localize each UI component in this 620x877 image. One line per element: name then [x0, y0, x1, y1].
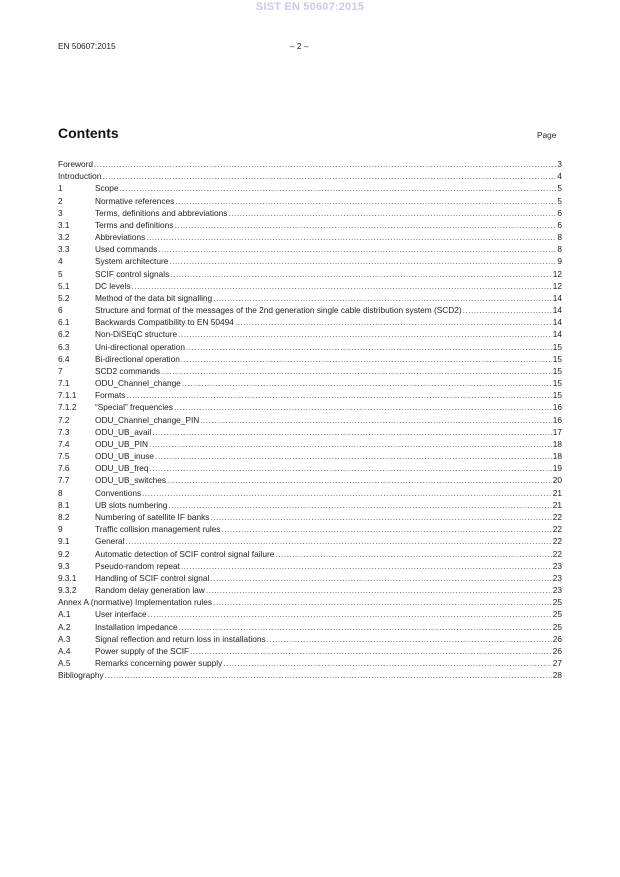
toc-entry[interactable] [58, 584, 562, 596]
toc-entry[interactable] [58, 438, 562, 450]
toc-entry-title: User interface [95, 609, 147, 620]
toc-entry[interactable] [58, 499, 562, 511]
toc-entry-number: 7.6 [58, 463, 70, 474]
toc-entry-title: ODU_UB_switches [95, 475, 167, 486]
toc-entry-title: Foreword [58, 159, 94, 169]
toc-entry[interactable] [58, 170, 562, 182]
toc-entry-number: A.4 [58, 645, 71, 656]
dot-leader [213, 292, 552, 304]
toc-entry-number: 6.3 [58, 341, 70, 352]
toc-entry-title: Handling of SCIF control signal [95, 572, 210, 583]
toc-entry[interactable] [58, 158, 562, 170]
toc-entry-title: Structure and format of the messages of the 2nd generation single cable distribution system (SCD2) [95, 305, 462, 316]
toc-entry-title: Terms and definitions [95, 219, 174, 230]
dot-leader [210, 572, 551, 584]
dot-leader [155, 450, 552, 462]
toc-entry-number: 5.1 [58, 280, 70, 291]
toc-entry[interactable] [58, 487, 562, 499]
dot-leader [120, 182, 557, 194]
toc-entry[interactable] [58, 219, 562, 231]
toc-entry[interactable] [58, 243, 562, 255]
dot-leader [182, 377, 552, 389]
toc-entry-title: System architecture [95, 256, 169, 267]
toc-entry-page: 26 [552, 645, 562, 656]
toc-entry-number: 4 [58, 256, 63, 267]
toc-entry-page: 14 [552, 292, 562, 303]
page-number: – 2 – [290, 41, 309, 51]
toc-entry[interactable] [58, 304, 562, 316]
dot-leader [213, 596, 552, 608]
toc-entry[interactable] [58, 231, 562, 243]
document-id: EN 50607:2015 [58, 41, 116, 51]
toc-entry-page: 25 [552, 609, 562, 620]
toc-entry-title: Bi-directional operation [95, 353, 180, 364]
toc-entry-number: 3.3 [58, 244, 70, 255]
toc-entry-number: 9.1 [58, 536, 70, 547]
dot-leader [170, 268, 552, 280]
toc-entry-page: 22 [552, 536, 562, 547]
dot-leader [275, 548, 551, 560]
toc-entry-page: 20 [552, 475, 562, 486]
toc-entry-number: A.1 [58, 609, 71, 620]
toc-entry-page: 26 [552, 633, 562, 644]
toc-entry-page: 22 [552, 524, 562, 535]
toc-entry-page: 27 [552, 658, 562, 669]
toc-entry[interactable] [58, 328, 562, 340]
toc-entry-number: 6.1 [58, 317, 70, 328]
toc-entry-page: 22 [552, 548, 562, 559]
dot-leader [190, 645, 552, 657]
toc-entry-number: 1 [58, 183, 63, 194]
dot-leader [181, 353, 552, 365]
toc-entry-number: A.2 [58, 621, 71, 632]
toc-entry-page: 15 [552, 353, 562, 364]
toc-entry-number: 9 [58, 524, 63, 535]
toc-entry-page: 25 [552, 621, 562, 632]
toc-entry-page: 18 [552, 451, 562, 462]
toc-entry-number: 7.1.1 [58, 390, 77, 401]
toc-entry-page: 23 [552, 560, 562, 571]
toc-entry-title: Used commands [95, 244, 158, 255]
toc-entry-page: 23 [552, 572, 562, 583]
toc-entry-title: Traffic collision management rules [95, 524, 221, 535]
dot-leader [132, 280, 552, 292]
toc-entry[interactable] [58, 414, 562, 426]
toc-entry[interactable] [58, 450, 562, 462]
toc-entry-number: 6.2 [58, 329, 70, 340]
toc-entry[interactable] [58, 268, 562, 280]
toc-entry-title: Pseudo-random repeat [95, 560, 180, 571]
toc-entry[interactable] [58, 474, 562, 486]
dot-leader [235, 316, 552, 328]
toc-entry-page: 14 [552, 317, 562, 328]
toc-entry[interactable] [58, 280, 562, 292]
dot-leader [186, 341, 552, 353]
toc-entry-page: 15 [552, 341, 562, 352]
toc-entry-title: Remarks concerning power supply [95, 658, 223, 669]
dot-leader [174, 219, 556, 231]
dot-leader [221, 523, 551, 535]
toc-entry[interactable] [58, 511, 562, 523]
toc-entry[interactable] [58, 426, 562, 438]
dot-leader [223, 657, 551, 669]
toc-entry-page: 25 [552, 597, 562, 608]
toc-entry-title: ODU_UB_inuse [95, 451, 155, 462]
toc-entry-title: ODU_UB_freq [95, 463, 149, 474]
toc-entry[interactable] [58, 401, 562, 413]
toc-entry-number: 9.3.1 [58, 572, 77, 583]
toc-entry-number: 7 [58, 365, 63, 376]
dot-leader [267, 633, 552, 645]
toc-entry-page: 23 [552, 585, 562, 596]
toc-entry-number: 7.1.2 [58, 402, 77, 413]
toc-entry-title: Non-DiSEqC structure [95, 329, 178, 340]
toc-entry[interactable] [58, 195, 562, 207]
toc-entry-number: 6.4 [58, 353, 70, 364]
toc-entry-title: “Special” frequencies [95, 402, 173, 413]
dot-leader [169, 255, 556, 267]
toc-entry[interactable] [58, 365, 562, 377]
toc-entry-number: 7.2 [58, 414, 70, 425]
toc-entry-title: Introduction [58, 171, 102, 182]
dot-leader [152, 426, 552, 438]
toc-entry-page: 19 [552, 463, 562, 474]
toc-entry[interactable] [58, 548, 562, 560]
dot-leader [146, 231, 556, 243]
toc-entry[interactable] [58, 657, 562, 669]
toc-entry-page: 15 [552, 365, 562, 376]
dot-leader [142, 487, 552, 499]
toc-entry-title: Formats [95, 390, 126, 401]
toc-entry[interactable] [58, 316, 562, 328]
toc-entry-title: UB slots numbering [95, 499, 168, 510]
dot-leader [200, 414, 552, 426]
dot-leader [206, 584, 552, 596]
toc-entry-title: Power supply of the SCIF [95, 645, 190, 656]
toc-entry[interactable] [58, 608, 562, 620]
dot-leader [126, 535, 552, 547]
dot-leader [158, 243, 556, 255]
toc-entry[interactable] [58, 462, 562, 474]
toc-entry[interactable] [58, 535, 562, 547]
toc-entry-number: 9.3.2 [58, 585, 77, 596]
toc-entry-title: Method of the data bit signalling [95, 292, 213, 303]
toc-entry[interactable] [58, 292, 562, 304]
toc-entry-number: 7.4 [58, 438, 70, 449]
toc-entry[interactable] [58, 621, 562, 633]
toc-entry-page: 9 [557, 256, 562, 267]
toc-entry-number: A.5 [58, 658, 71, 669]
toc-entry-number: 7.3 [58, 426, 70, 437]
toc-entry-number: 3 [58, 207, 63, 218]
toc-entry-page: 8 [557, 232, 562, 243]
toc-entry-number: 2 [58, 195, 63, 206]
dot-leader [94, 158, 556, 170]
toc-entry-page: 21 [552, 487, 562, 498]
toc-entry-title: Automatic detection of SCIF control signal failure [95, 548, 275, 559]
toc-entry-title: Annex A (normative) Implementation rules [58, 597, 213, 608]
toc-entry-title: SCD2 commands [95, 365, 161, 376]
toc-entry-title: Numbering of satellite IF banks [95, 511, 210, 522]
dot-leader [174, 401, 552, 413]
dot-leader [167, 474, 552, 486]
toc-entry-page: 16 [552, 414, 562, 425]
toc-entry-title: Uni-directional operation [95, 341, 185, 352]
dot-leader [102, 170, 556, 182]
toc-entry-number: 7.1 [58, 378, 70, 389]
dot-leader [168, 499, 551, 511]
toc-entry-number: 7.5 [58, 451, 70, 462]
toc-entry[interactable] [58, 633, 562, 645]
toc-entry-title: Normative references [95, 195, 175, 206]
watermark: SIST EN 50607:2015 [255, 1, 365, 13]
toc-entry[interactable] [58, 669, 562, 681]
contents-heading: Contents [58, 125, 119, 141]
toc-entry-title: Conventions [95, 487, 142, 498]
toc-entry-number: 8.1 [58, 499, 70, 510]
toc-entry[interactable] [58, 523, 562, 535]
toc-entry-number: 8.2 [58, 511, 70, 522]
toc-entry-page: 18 [552, 438, 562, 449]
table-of-contents [58, 158, 562, 681]
toc-entry-title: SCIF control signals [95, 268, 170, 279]
toc-entry-page: 6 [557, 219, 562, 230]
dot-leader [463, 304, 552, 316]
dot-leader [228, 207, 556, 219]
toc-entry-number: 9.3 [58, 560, 70, 571]
toc-entry-title: ODU_Channel_change [95, 378, 181, 389]
toc-entry[interactable] [58, 596, 562, 608]
toc-entry-number: 3.2 [58, 232, 70, 243]
toc-entry-number: 8 [58, 487, 63, 498]
toc-entry-page: 6 [557, 207, 562, 218]
toc-entry-title: Scope [95, 183, 119, 194]
toc-entry-number: 5 [58, 268, 63, 279]
toc-entry-title: Bibliography [58, 670, 104, 681]
toc-entry-title: Abbreviations [95, 232, 146, 243]
toc-entry-title: Random delay generation law [95, 585, 205, 596]
toc-entry-page: 4 [557, 171, 562, 182]
toc-entry-number: A.3 [58, 633, 71, 644]
toc-entry-title: ODU_Channel_change_PIN [95, 414, 200, 425]
toc-entry-title: Installation impedance [95, 621, 178, 632]
toc-entry[interactable] [58, 353, 562, 365]
toc-entry-title: ODU_UB_avail [95, 426, 152, 437]
dot-leader [150, 462, 552, 474]
dot-leader [161, 365, 552, 377]
toc-entry-number: 5.2 [58, 292, 70, 303]
toc-entry-title: ODU_UB_PIN [95, 438, 149, 449]
dot-leader [105, 669, 552, 681]
toc-entry-page: 14 [552, 305, 562, 316]
toc-entry-page: 12 [552, 268, 562, 279]
toc-entry-title: Backwards Compatibility to EN 50494 [95, 317, 234, 328]
toc-entry[interactable] [58, 389, 562, 401]
dot-leader [149, 438, 552, 450]
toc-entry[interactable] [58, 341, 562, 353]
dot-leader [126, 389, 551, 401]
toc-entry[interactable] [58, 207, 562, 219]
toc-entry[interactable] [58, 645, 562, 657]
toc-entry-page: 16 [552, 402, 562, 413]
toc-entry-page: 15 [552, 390, 562, 401]
toc-entry-page: 5 [557, 195, 562, 206]
toc-entry-page: 28 [552, 670, 562, 681]
dot-leader [178, 328, 552, 340]
toc-entry-number: 6 [58, 305, 63, 316]
toc-entry[interactable] [58, 182, 562, 194]
toc-entry-number: 9.2 [58, 548, 70, 559]
page-column-label: Page [537, 130, 557, 140]
dot-leader [210, 511, 551, 523]
toc-entry[interactable] [58, 255, 562, 267]
dot-leader [179, 621, 552, 633]
toc-entry-page: 14 [552, 329, 562, 340]
toc-entry-title: Terms, definitions and abbreviations [95, 207, 228, 218]
toc-entry-page: 17 [552, 426, 562, 437]
toc-entry-title: General [95, 536, 125, 547]
toc-entry-title: Signal reflection and return loss in installations [95, 633, 266, 644]
dot-leader [175, 195, 556, 207]
toc-entry-page: 21 [552, 499, 562, 510]
toc-entry[interactable] [58, 560, 562, 572]
toc-entry-page: 5 [557, 183, 562, 194]
dot-leader [148, 608, 552, 620]
toc-entry[interactable] [58, 572, 562, 584]
toc-entry-page: 3 [557, 159, 562, 169]
toc-entry-page: 15 [552, 378, 562, 389]
toc-entry-page: 8 [557, 244, 562, 255]
toc-entry[interactable] [58, 377, 562, 389]
toc-entry-page: 22 [552, 511, 562, 522]
toc-entry-title: DC levels [95, 280, 131, 291]
toc-entry-number: 3.1 [58, 219, 70, 230]
toc-entry-page: 12 [552, 280, 562, 291]
toc-entry-number: 7.7 [58, 475, 70, 486]
dot-leader [181, 560, 552, 572]
